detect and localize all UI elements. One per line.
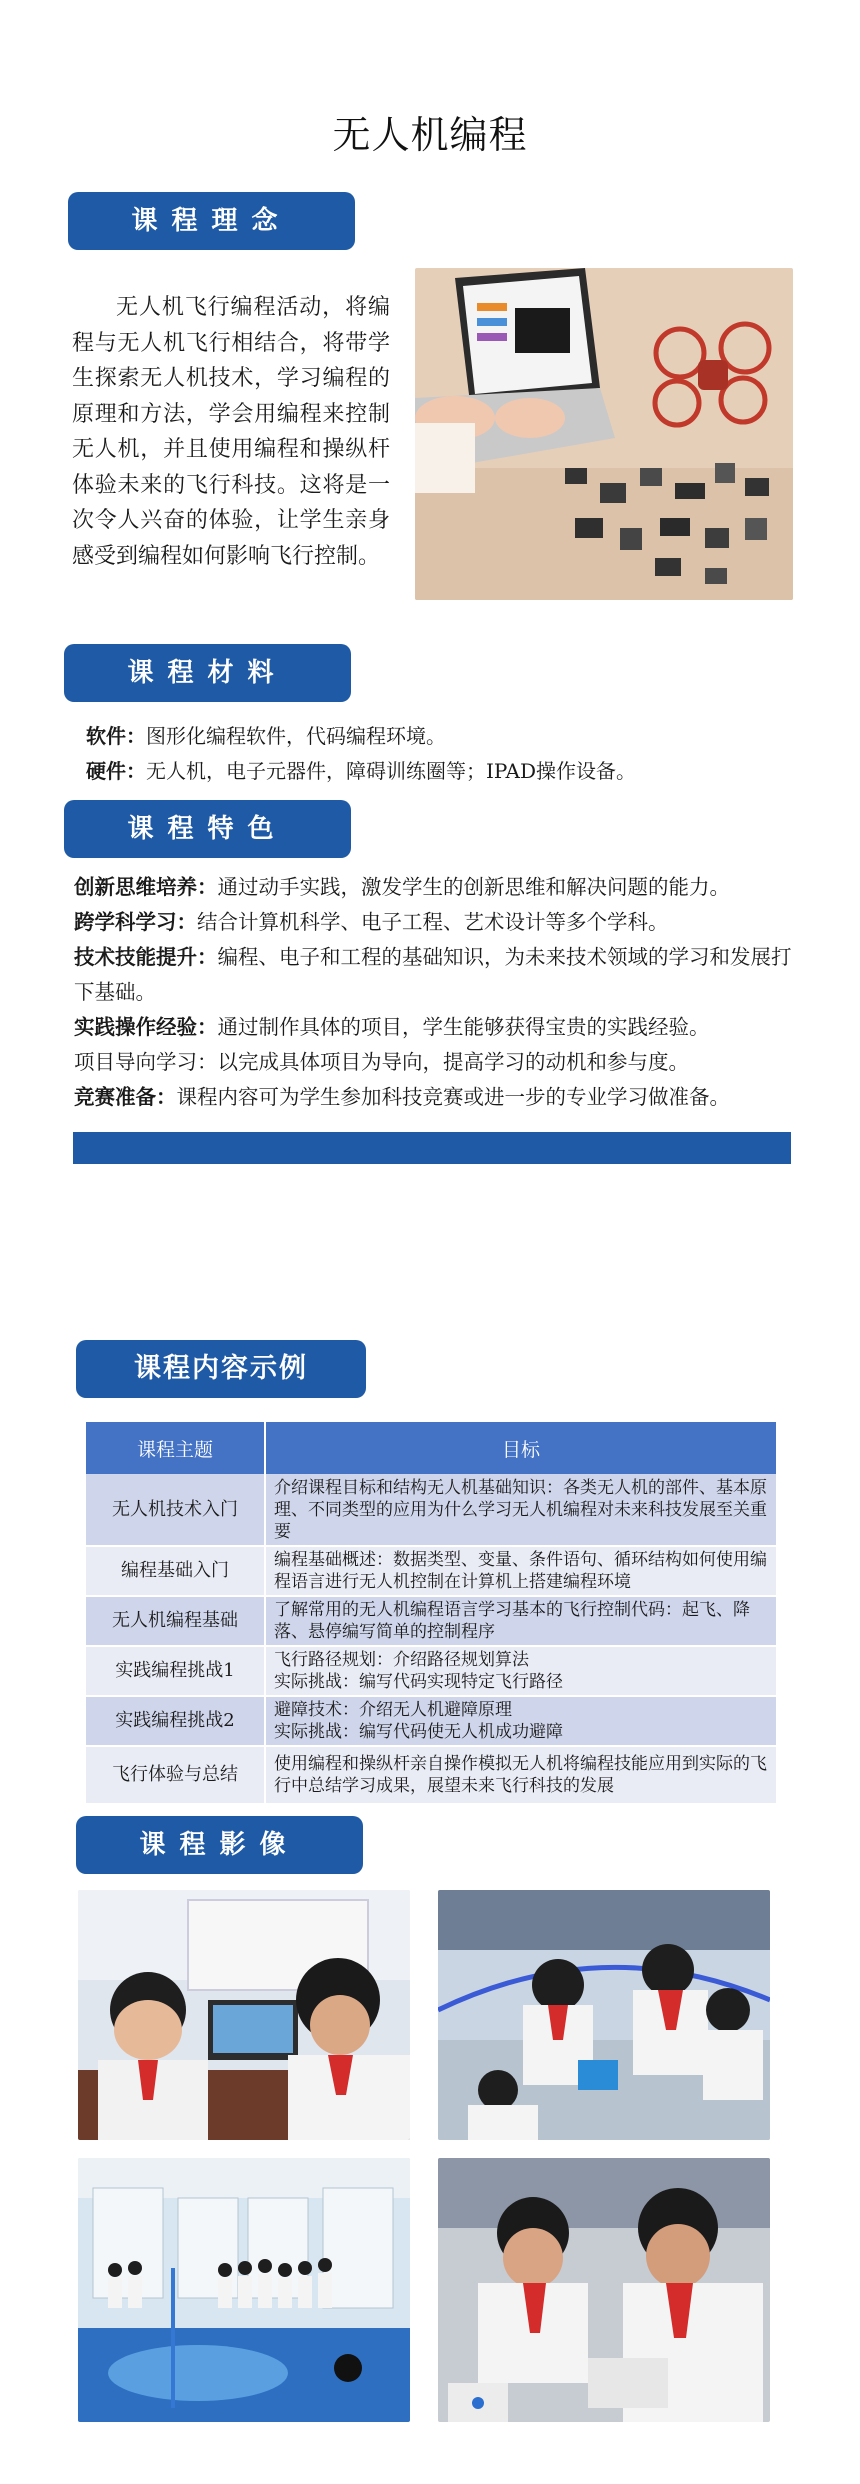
table-row: 飞行体验与总结 使用编程和操纵杆亲自操作模拟无人机将编程技能应用到实际的飞行中总结学习成果，展望未来飞行科技的发展	[86, 1746, 777, 1804]
table-row: 无人机编程基础 了解常用的无人机编程语言学习基本的飞行控制代码：起飞、降落、悬停编写简单的控制程序	[86, 1596, 777, 1646]
table-row: 编程基础入门 编程基础概述：数据类型、变量、条件语句、循环结构如何使用编程语言进行无人机控制在计算机上搭建编程环境	[86, 1546, 777, 1596]
feature-item: 竞赛准备：课程内容可为学生参加科技竞赛或进一步的专业学习做准备。	[74, 1085, 730, 1109]
section-gallery-heading: 课程影像	[76, 1816, 363, 1874]
table-header-topic: 课程主题	[86, 1422, 265, 1474]
section-divider-band	[73, 1132, 791, 1164]
materials-hardware	[86, 755, 636, 784]
philosophy-text: 无人机飞行编程活动，将编程与无人机飞行相结合，将带学生探索无人机技术，学习编程的原理和方法，学会用编程来控制无人机，并且使用编程和操纵杆体验未来的飞行科技。这将是一次令人兴奋的体验，让学生亲身感受到编程如何影响飞行控制。	[72, 295, 390, 569]
course-content-table	[86, 1422, 778, 1805]
section-features-heading: 课程特色	[64, 800, 351, 858]
section-content-heading: 课程内容示例	[76, 1340, 366, 1398]
features-list	[74, 870, 804, 1115]
gallery-photo-1	[78, 1890, 410, 2140]
table-row: 无人机技术入门 介绍课程目标和结构无人机基础知识：各类无人机的部件、基本原理、不同类型的应用为什么学习无人机编程对未来科技发展至关重要	[86, 1474, 777, 1546]
section-philosophy-heading: 课程理念	[68, 192, 355, 250]
table-row: 实践编程挑战1 飞行路径规划：介绍路径规划算法 实际挑战：编写代码实现特定飞行路径	[86, 1646, 777, 1696]
laptop-drone-photo	[415, 268, 793, 600]
materials-software	[86, 720, 446, 749]
hardware-label: 硬件：	[86, 759, 146, 783]
feature-item: 跨学科学习：结合计算机科学、电子工程、艺术设计等多个学科。	[74, 910, 669, 934]
gallery-photo-4	[438, 2158, 770, 2422]
gallery-photo-2	[438, 1890, 770, 2140]
table-row: 实践编程挑战2 避障技术：介绍无人机避障原理 实际挑战：编写代码使无人机成功避障	[86, 1696, 777, 1746]
table-header-goal: 目标	[265, 1422, 777, 1474]
feature-item: 实践操作经验：通过制作具体的项目，学生能够获得宝贵的实践经验。	[74, 1015, 710, 1039]
gallery-photo-3	[78, 2158, 410, 2422]
feature-item: 创新思维培养：通过动手实践，激发学生的创新思维和解决问题的能力。	[74, 875, 730, 899]
feature-item: 项目导向学习：以完成具体项目为导向，提高学习的动机和参与度。	[74, 1050, 689, 1074]
feature-item: 技术技能提升：编程、电子和工程的基础知识，为未来技术领域的学习和发展打下基础。	[74, 945, 792, 1004]
software-text: 图形化编程软件，代码编程环境。	[146, 724, 446, 748]
page-title: 无人机编程	[332, 113, 528, 157]
hardware-text: 无人机，电子元器件，障碍训练圈等；IPAD操作设备。	[146, 759, 636, 783]
section-materials-heading: 课程材料	[64, 644, 351, 702]
software-label: 软件：	[86, 724, 146, 748]
